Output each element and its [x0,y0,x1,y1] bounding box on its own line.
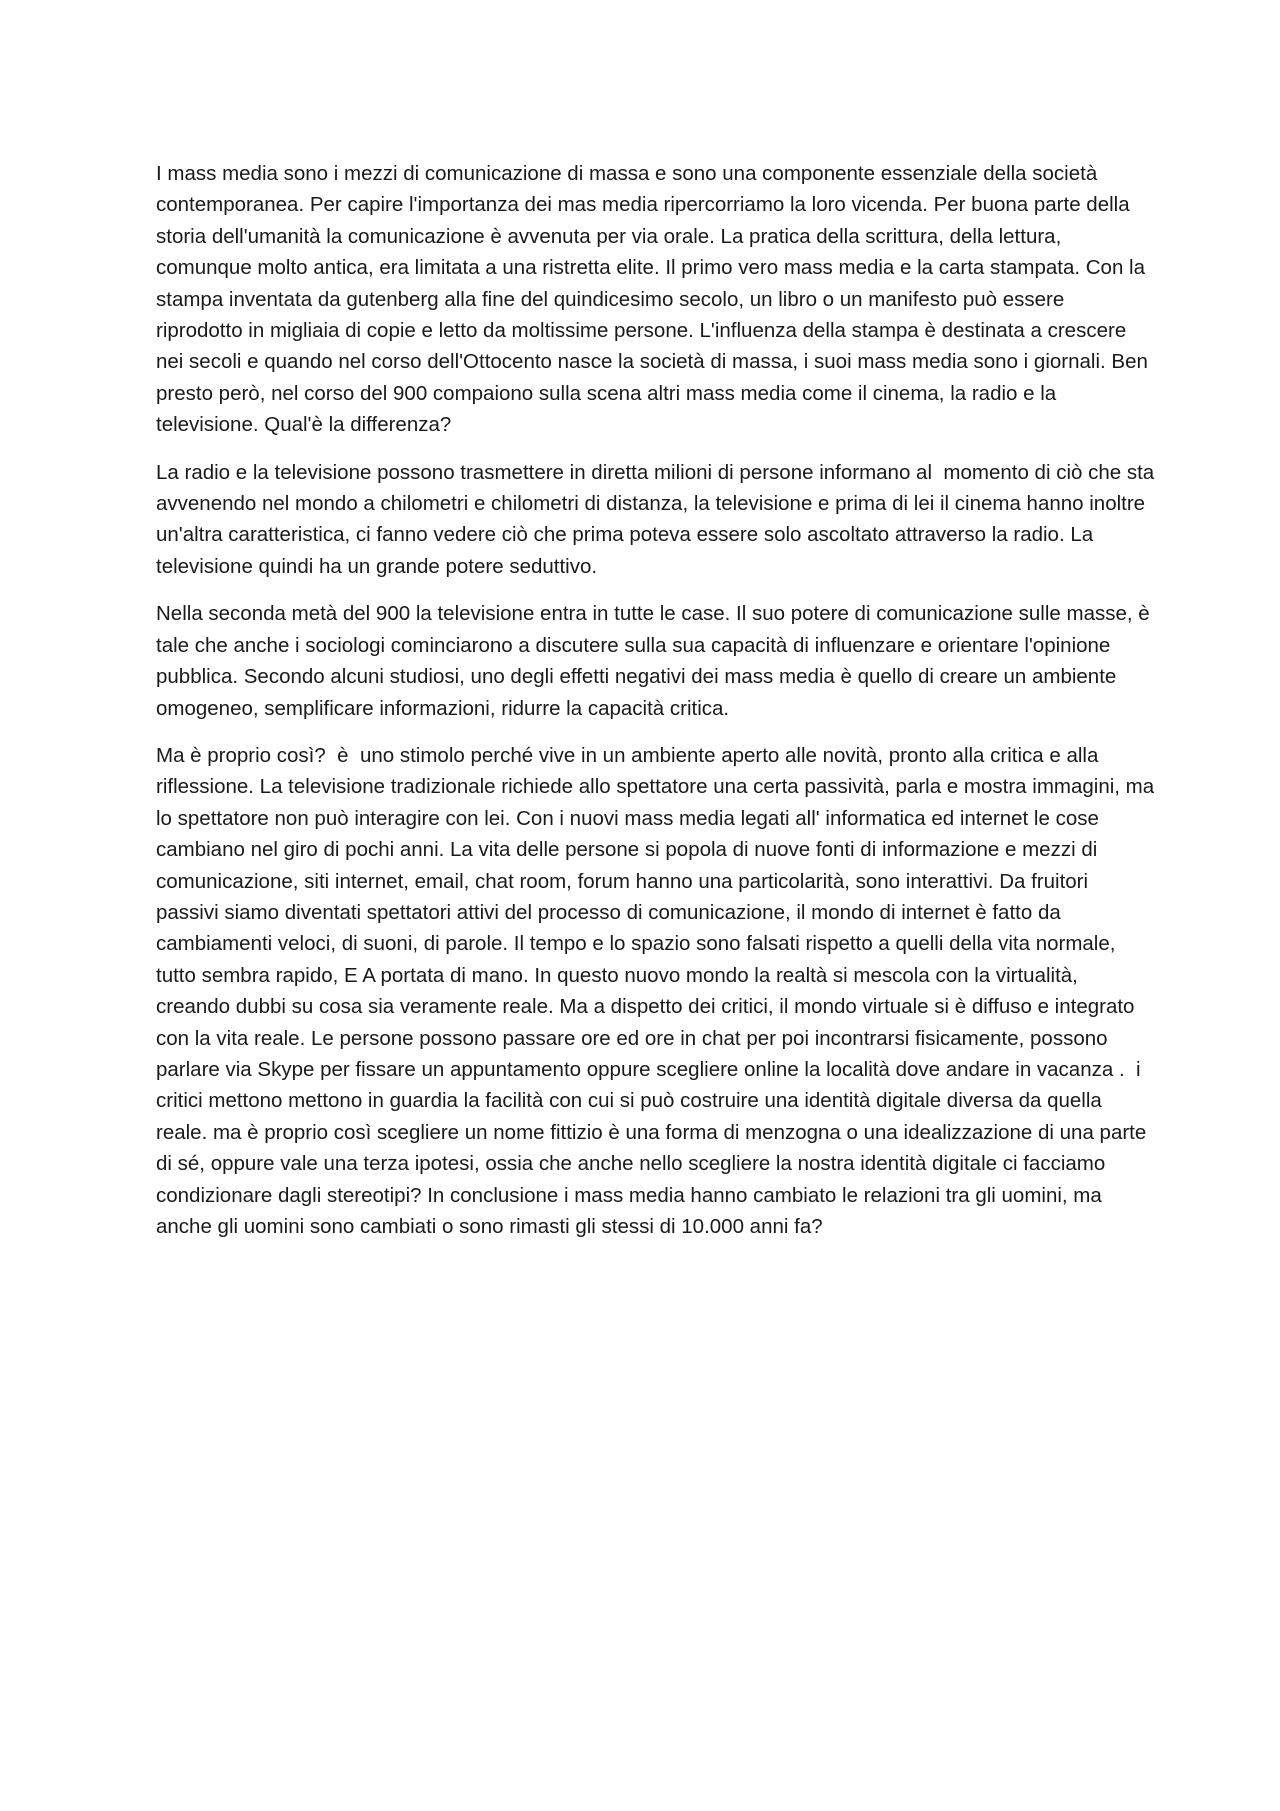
document-body [156,158,1160,1258]
paragraph-second-half-900: Nella seconda metà del 900 la televisione entra in tutte le case. Il suo potere di comunicazione sulle masse, è tale che anche i sociologi cominciarono a discutere sulla sua capacità di influenzare e orientare l'opinione pubblica. Secondo alcuni studiosi, uno degli effetti negativi dei mass media è quello di creare un ambiente omogeneo, semplificare informazioni, ridurre la capacità critica. [156,602,1156,720]
paragraph-radio-television: La radio e la televisione possono trasmettere in diretta milioni di persone informano al momento di ciò che sta avvenendo nel mondo a chilometri e chilometri di distanza, la televisione e prima di lei il cinema hanno inoltre un'altra caratteristica, ci fanno vedere ciò che prima poteva essere solo ascoltato attraverso la radio. La televisione quindi ha un grande potere seduttivo. [156,460,1160,578]
paragraph-new-media: Ma è proprio così? è uno stimolo perché vive in un ambiente aperto alle novità, pronto alla critica e alla riflessione. La televisione tradizionale richiede allo spettatore una certa passività, parla e mostra immagini, ma lo spettatore non può interagire con lei. Con i nuovi mass media legati all' informatica ed internet le cose cambiano nel giro di pochi anni. La vita delle persone si popola di nuove fonti di informazione e mezzi di comunicazione, siti internet, email, chat room, forum hanno una particolarità, sono interattivi. Da fruitori passivi siamo diventati spettatori attivi del processo di comunicazione, il mondo di internet è fatto da cambiamenti veloci, di suoni, di parole. Il tempo e lo spazio sono falsati rispetto a quelli della vita normale, tutto sembra rapido, E A portata di mano. In questo nuovo mondo la realtà si mescola con la virtualità, creando dubbi su cosa sia veramente reale. Ma a dispetto dei critici, il mondo virtuale si è diffuso e integrato con la vita reale. Le persone possono passare ore ed ore in chat per poi incontrarsi fisicamente, possono parlare via Skype per fissare un appuntamento oppure scegliere online la località dove andare in vacanza . i critici mettono mettono in guardia la facilità con cui si può costruire una identità digitale diversa da quella reale. ma è proprio così scegliere un nome fittizio è una forma di menzogna o una idealizzazione di una parte di sé, oppure vale una terza ipotesi, ossia che anche nello scegliere la nostra identità digitale ci facciamo condizionare dagli stereotipi? In conclusione i mass media hanno cambiato le relazioni tra gli uomini, ma anche gli uomini sono cambiati o sono rimasti gli stessi di 10.000 anni fa? [156,743,1160,1238]
paragraph-intro: I mass media sono i mezzi di comunicazione di massa e sono una componente essenziale della società contemporanea. Per capire l'importanza dei mas media ripercorriamo la loro vicenda. Per buona parte della storia dell'umanità la comunicazione è avvenuta per via orale. La pratica della scrittura, della lettura, comunque molto antica, era limitata a una ristretta elite. Il primo vero mass media e la carta stampata. Con la stampa inventata da gutenberg alla fine del quindicesimo secolo, un libro o un manifesto può essere riprodotto in migliaia di copie e letto da moltissime persone. L'influenza della stampa è destinata a crescere nei secoli e quando nel corso dell'Ottocento nasce la società di massa, i suoi mass media sono i giornali. Ben presto però, nel corso del 900 compaiono sulla scena altri mass media come il cinema, la radio e la televisione. Qual'è la differenza? [156,162,1154,437]
